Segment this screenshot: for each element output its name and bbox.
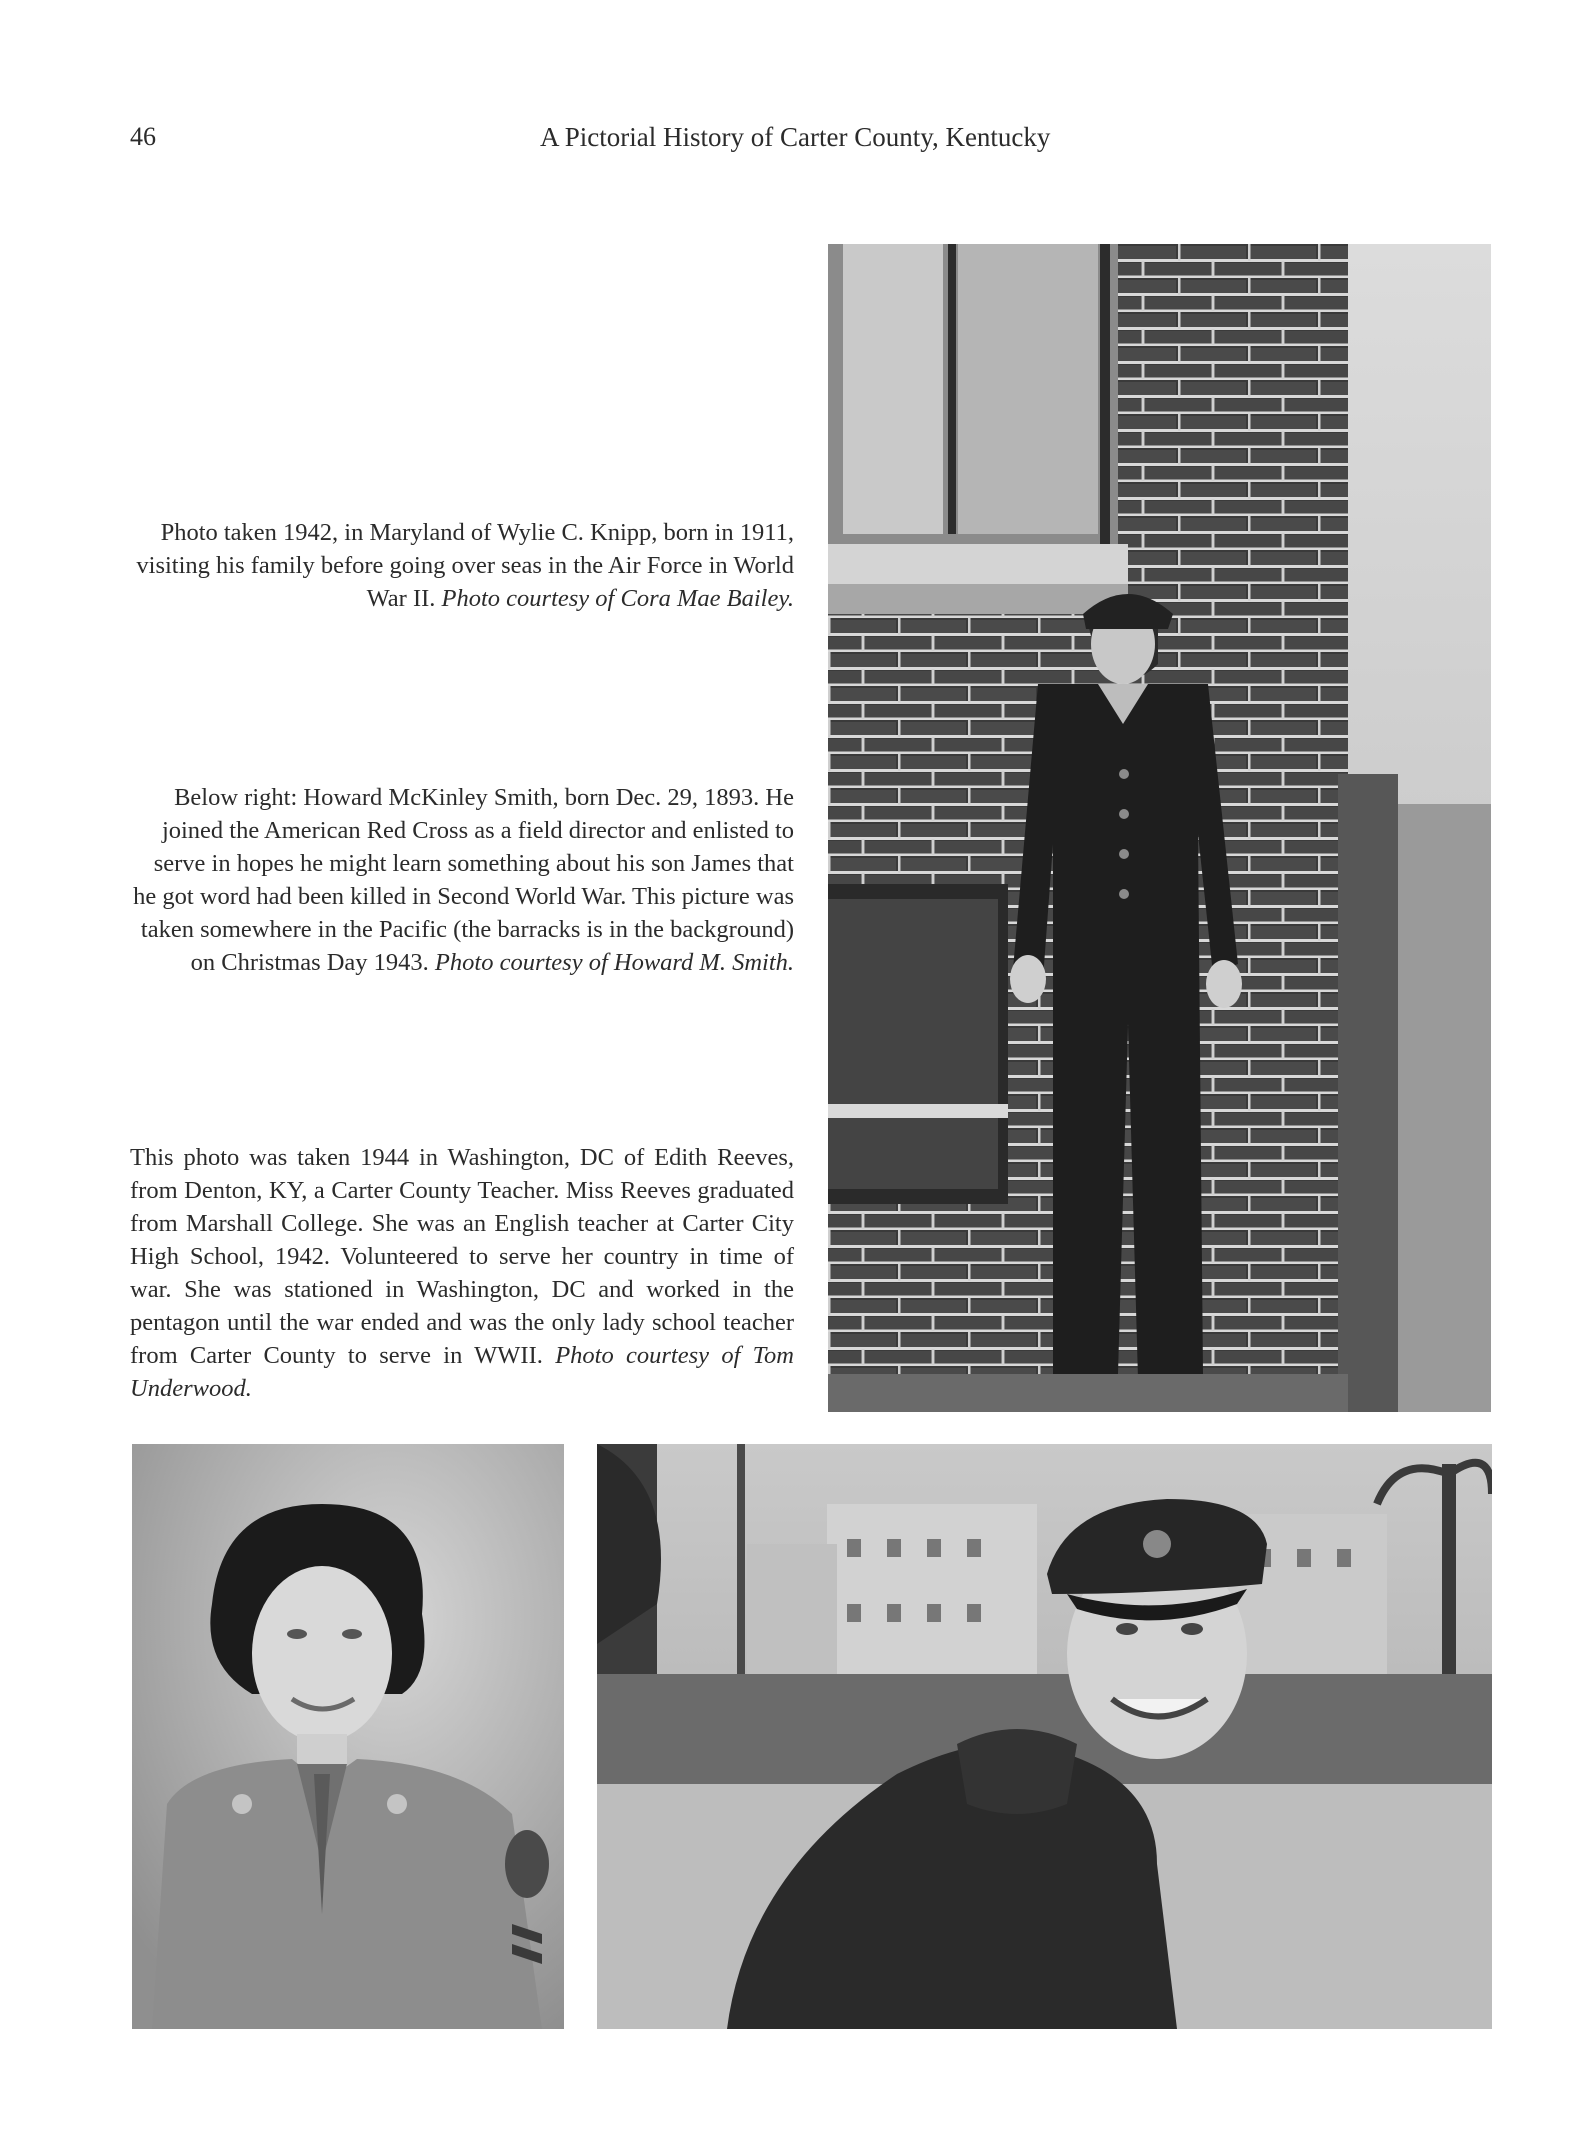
caption-text: This photo was taken 1944 in Washington, DC of Edith Reeves, from Denton, KY, a Carter County Teacher. Miss Reeves graduated from Marshall College. She was an English teacher at Carter City High School, 1942. Volunteered to serve her country in time of war. She was stationed in Washington, DC and worked in the pentagon until the war ended and was the only lady school teacher from Carter County to serve in WWII. [130, 1144, 794, 1369]
caption-smith [130, 781, 794, 979]
photo-credit: Photo courtesy of Cora Mae Bailey. [441, 585, 794, 612]
photo-credit: Photo courtesy of Howard M. Smith. [434, 949, 794, 976]
caption-text: Below right: Howard McKinley Smith, born Dec. 29, 1893. He joined the American Red Cross as a field director and enlisted to serve in hopes he might learn something about his son James that he got word had been killed in Second World War. This picture was taken somewhere in the Pacific (the barracks is in the background) on Christmas Day 1943. [133, 784, 794, 976]
soldier-photo-illustration [828, 244, 1491, 1412]
page-number: 46 [130, 122, 156, 151]
woman-photo-illustration [132, 1444, 564, 2029]
officer-photo-illustration [597, 1444, 1492, 2029]
caption-knipp [130, 516, 794, 615]
photo-soldier-brick-wall [828, 244, 1491, 1412]
photo-woman-portrait [132, 1444, 564, 2029]
photo-red-cross-officer [597, 1444, 1492, 2029]
running-title: A Pictorial History of Carter County, Kentucky [540, 122, 1051, 152]
caption-text: Photo taken 1942, in Maryland of Wylie C. Knipp, born in 1911, visiting his family before going over seas in the Air Force in World War II. [136, 519, 794, 612]
caption-reeves [130, 1141, 794, 1405]
photo-credit: Photo courtesy of Tom Underwood. [130, 1342, 794, 1402]
